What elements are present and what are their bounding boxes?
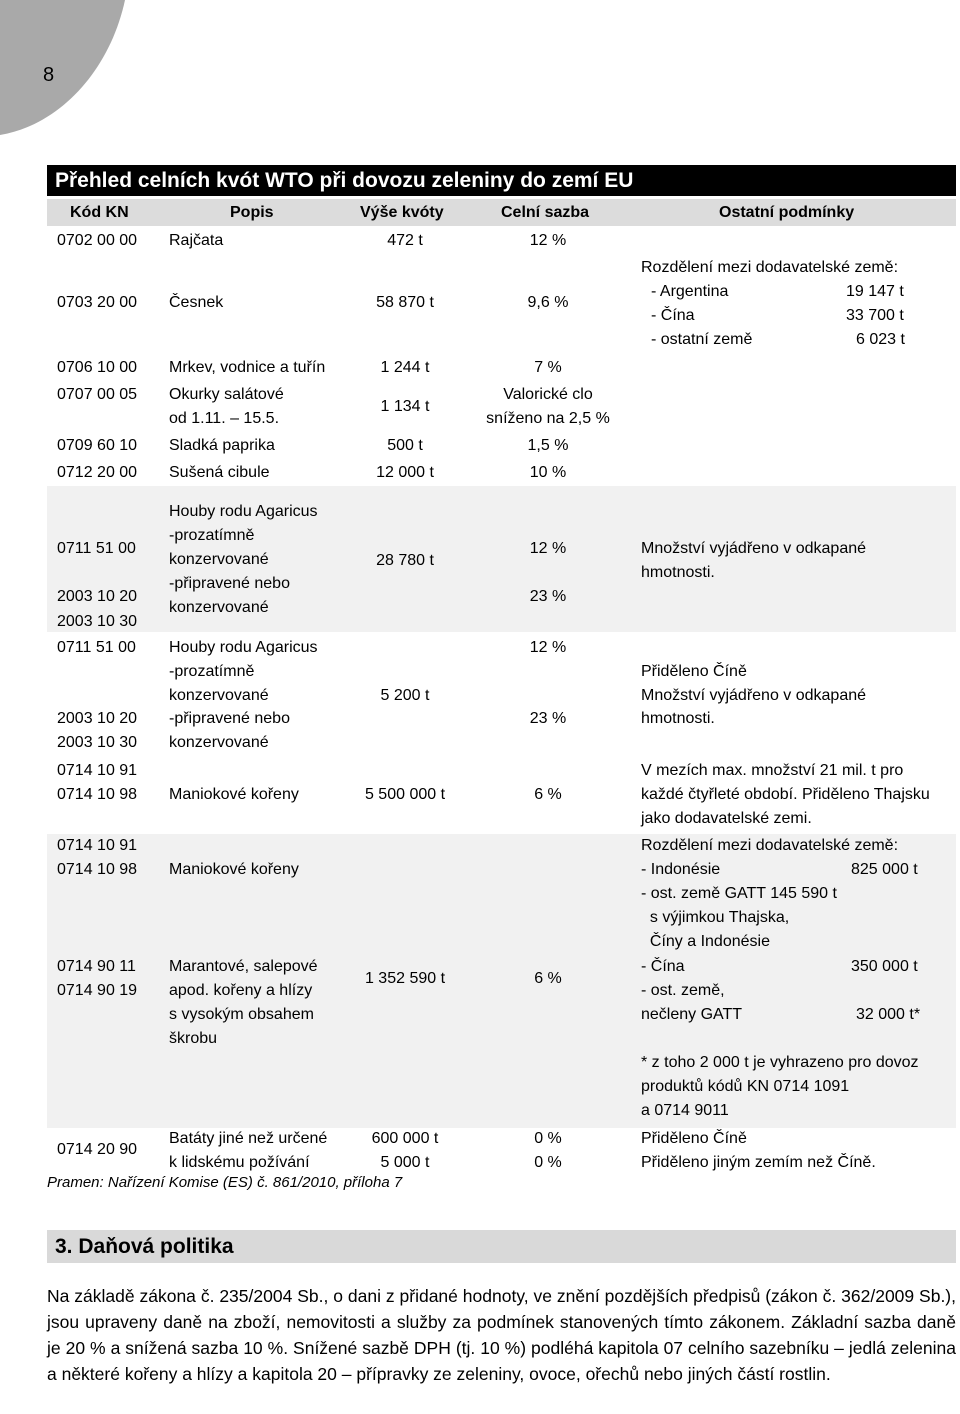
cell-kvota: 5 500 000 t: [364, 786, 446, 803]
cell-popis: od 1.11. – 15.5.: [169, 410, 280, 427]
cell-podminky: 350 000 t: [851, 958, 918, 975]
cell-popis: -připravené nebo: [169, 575, 290, 592]
cell-podminky: produktů kódů KN 0714 1091: [641, 1078, 850, 1095]
cell-popis: Batáty jiné než určené: [169, 1130, 328, 1147]
cell-kod: 0714 10 98: [57, 786, 138, 803]
cell-popis: Rajčata: [169, 232, 224, 249]
cell-kod: 2003 10 30: [57, 613, 138, 630]
cell-kvota: 5 200 t: [380, 687, 430, 704]
cell-podminky: Přiděleno Číně: [641, 1130, 747, 1147]
cell-popis: s vysokým obsahem: [169, 1006, 314, 1023]
cell-kvota: 600 000 t: [371, 1130, 439, 1147]
header-kvota: Výše kvóty: [360, 204, 444, 221]
cell-podminky: - ost. země,: [641, 982, 725, 999]
cell-podminky: Přiděleno Číně: [641, 663, 747, 680]
cell-sazba: 7 %: [534, 359, 562, 376]
cell-popis: Houby rodu Agaricus: [169, 639, 318, 656]
cell-kod: 0714 10 91: [57, 762, 138, 779]
cell-popis: Mrkev, vodnice a tuřín: [169, 359, 326, 376]
table-source-note: Pramen: Nařízení Komise (ES) č. 861/2010, příloha 7: [47, 1174, 403, 1191]
cell-podminky: Přiděleno jiným zemím než Číně.: [641, 1154, 876, 1171]
cell-kvota: 500 t: [387, 437, 423, 454]
cell-podminky: Rozdělení mezi dodavatelské země:: [641, 259, 899, 276]
cell-podminky: 33 700 t: [846, 307, 904, 324]
cell-podminky: 6 023 t: [856, 331, 905, 348]
cell-podminky: 825 000 t: [851, 861, 918, 878]
cell-popis: Maniokové kořeny: [169, 861, 299, 878]
cell-sazba: 12 %: [529, 232, 567, 249]
cell-sazba: 10 %: [529, 464, 567, 481]
cell-kod: 2003 10 30: [57, 734, 138, 751]
cell-popis: konzervované: [169, 551, 269, 568]
page-leaf-decoration: [0, 0, 125, 135]
cell-popis: Houby rodu Agaricus: [169, 503, 318, 520]
cell-kvota: 1 244 t: [380, 359, 430, 376]
cell-sazba: 0 %: [534, 1130, 562, 1147]
cell-kod: 2003 10 20: [57, 710, 138, 727]
cell-podminky: - Čína: [641, 958, 685, 975]
cell-podminky: - ost. země GATT 145 590 t: [641, 885, 837, 902]
cell-popis: Maniokové kořeny: [169, 786, 299, 803]
cell-popis: škrobu: [169, 1030, 218, 1047]
cell-podminky: V mezích max. množství 21 mil. t pro: [641, 762, 904, 779]
cell-popis: k lidskému požívání: [169, 1154, 310, 1171]
header-podminky: Ostatní podmínky: [719, 204, 855, 221]
cell-podminky: s výjimkou Thajska,: [641, 909, 790, 926]
cell-kod: 0707 00 05: [57, 386, 138, 403]
cell-sazba: 6 %: [534, 786, 562, 803]
cell-podminky: Množství vyjádřeno v odkapané: [641, 687, 867, 704]
cell-popis: Česnek: [169, 294, 224, 311]
cell-sazba: 12 %: [529, 540, 567, 557]
cell-podminky: hmotnosti.: [641, 710, 715, 727]
cell-podminky: - Čína: [651, 307, 695, 324]
cell-kvota: 12 000 t: [376, 464, 434, 481]
cell-kvota: 472 t: [387, 232, 423, 249]
header-kod: Kód KN: [70, 204, 129, 221]
cell-podminky: nečleny GATT: [641, 1006, 743, 1023]
cell-podminky: hmotnosti.: [641, 564, 715, 581]
cell-popis: Marantové, salepové: [169, 958, 318, 975]
cell-kvota: 58 870 t: [376, 294, 434, 311]
cell-sazba: sníženo na 2,5 %: [486, 410, 610, 427]
section-paragraph: Na základě zákona č. 235/2004 Sb., o dani z přidané hodnoty, ve znění pozdějších předpisů (zákon č. 362/2009 Sb.), jsou upraveny daně na zboží, nemovitosti a služby za podmínek stanovených tímto zákonem. Základní sazba daně je 20 % a snížená sazba 10 %. Snížené sazbě DPH (tj. 10 %) podléhá kapitola 07 celního sazebníku – jedlá zelenina a některé kořeny a hlízy a kapitola 20 – přípravky ze zeleniny, ovoce, ořechů nebo jiných částí rostlin.: [47, 1286, 956, 1384]
cell-kod: 0711 51 00: [57, 639, 136, 656]
cell-popis: apod. kořeny a hlízy: [169, 982, 313, 999]
cell-podminky: 19 147 t: [846, 283, 904, 300]
cell-popis: konzervované: [169, 599, 269, 616]
cell-popis: Sušená cibule: [169, 464, 270, 481]
cell-kvota: 5 000 t: [380, 1154, 430, 1171]
cell-popis: Okurky salátové: [169, 386, 284, 403]
cell-podminky: každé čtyřleté období. Přiděleno Thajsku: [641, 786, 930, 803]
cell-kvota: 1 352 590 t: [364, 970, 446, 987]
cell-kod: 0709 60 10: [57, 437, 138, 454]
cell-sazba: 9,6 %: [527, 294, 569, 311]
cell-kod: 0714 90 11: [57, 958, 136, 975]
cell-kod: 0712 20 00: [57, 464, 138, 481]
cell-sazba: 23 %: [529, 710, 567, 727]
cell-podminky: 32 000 t*: [856, 1006, 921, 1023]
cell-kod: 2003 10 20: [57, 588, 138, 605]
cell-sazba: 1,5 %: [527, 437, 569, 454]
cell-kod: 0711 51 00: [57, 540, 136, 557]
cell-podminky: Množství vyjádřeno v odkapané: [641, 540, 867, 557]
table-title: Přehled celních kvót WTO při dovozu zeleniny do zemí EU: [47, 165, 956, 196]
cell-kvota: 28 780 t: [376, 552, 434, 569]
section-heading: 3. Daňová politika: [47, 1230, 956, 1263]
cell-popis: Sladká paprika: [169, 437, 275, 454]
cell-podminky: Rozdělení mezi dodavatelské země:: [641, 837, 899, 854]
cell-popis: -prozatímně: [169, 663, 255, 680]
table-header: [47, 199, 956, 226]
cell-sazba: 23 %: [529, 588, 567, 605]
cell-popis: konzervované: [169, 687, 269, 704]
header-sazba: Celní sazba: [501, 204, 590, 221]
cell-kod: 0702 00 00: [57, 232, 138, 249]
cell-podminky: - ostatní země: [651, 331, 753, 348]
cell-podminky: - Indonésie: [641, 861, 721, 878]
cell-podminky: a 0714 9011: [641, 1102, 729, 1119]
cell-kod: 0703 20 00: [57, 294, 138, 311]
cell-kod: 0714 90 19: [57, 982, 138, 999]
cell-popis: -připravené nebo: [169, 710, 290, 727]
cell-kod: 0714 20 90: [57, 1141, 138, 1158]
cell-popis: -prozatímně: [169, 527, 255, 544]
cell-podminky: jako dodavatelské zemi.: [641, 810, 812, 827]
page-number: 8: [43, 64, 55, 86]
cell-kod: 0706 10 00: [57, 359, 138, 376]
cell-podminky: * z toho 2 000 t je vyhrazeno pro dovoz: [641, 1054, 919, 1071]
cell-podminky: Číny a Indonésie: [641, 933, 770, 950]
cell-sazba: 12 %: [529, 639, 567, 656]
cell-sazba: 0 %: [534, 1154, 562, 1171]
cell-sazba: Valorické clo: [503, 386, 593, 403]
cell-kod: 0714 10 91: [57, 837, 138, 854]
cell-kod: 0714 10 98: [57, 861, 138, 878]
cell-kvota: 1 134 t: [380, 398, 430, 415]
cell-popis: konzervované: [169, 734, 269, 751]
cell-sazba: 6 %: [534, 970, 562, 987]
header-popis: Popis: [230, 204, 274, 221]
cell-podminky: - Argentina: [651, 283, 729, 300]
